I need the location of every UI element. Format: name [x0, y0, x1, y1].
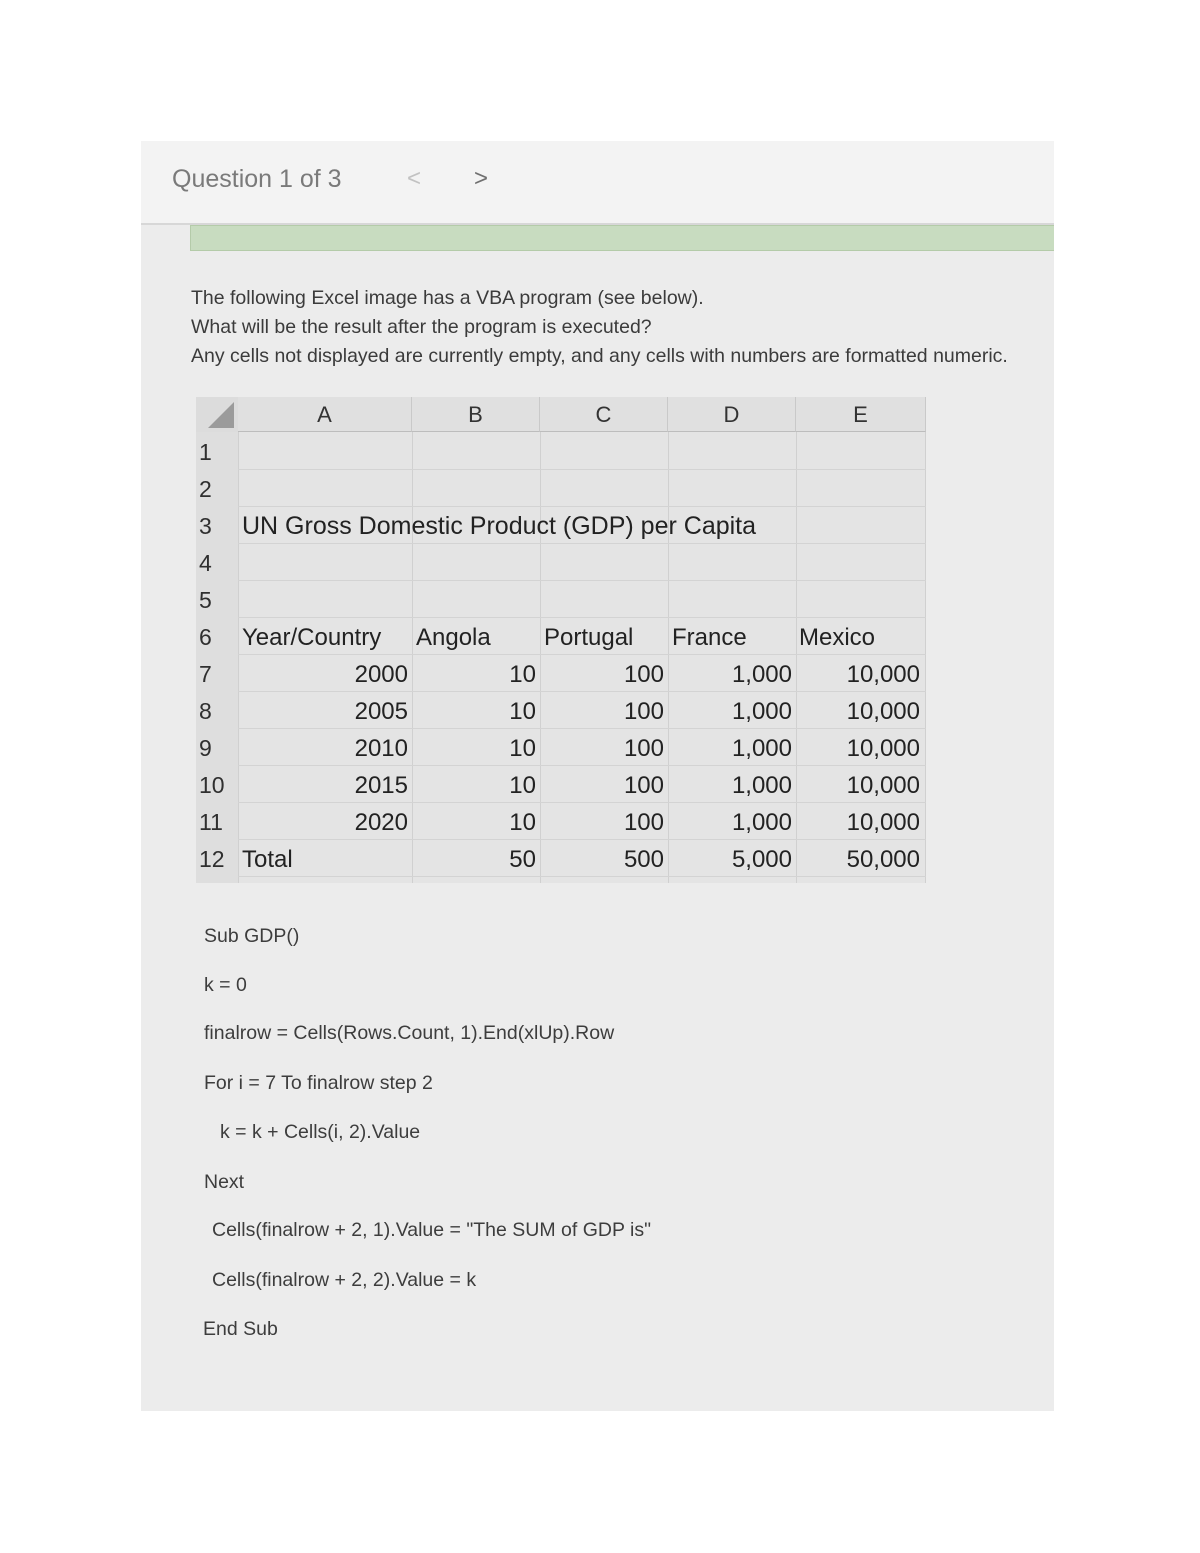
data-cell: 100 [623, 735, 664, 762]
question-counter: Question 1 of 3 [172, 165, 342, 193]
code-line: Cells(finalrow + 2, 1).Value = "The SUM of GDP is" [212, 1219, 652, 1241]
data-cell: 2020 [354, 809, 408, 836]
vba-code-block [141, 141, 1054, 1411]
next-question-icon[interactable]: > [474, 165, 489, 192]
column-header-e: E [796, 397, 926, 432]
row-number: 11 [199, 809, 223, 835]
data-cell: 2000 [354, 661, 408, 688]
total-label-cell: Total [242, 846, 293, 873]
code-line: Sub GDP() [204, 925, 300, 947]
header-cell-portugal: Portugal [544, 624, 634, 651]
code-line: k = k + Cells(i, 2).Value [220, 1121, 421, 1143]
previous-question-icon[interactable]: < [407, 165, 422, 192]
total-cell: 50,000 [846, 846, 920, 873]
data-cell: 2010 [354, 735, 408, 762]
header-cell-angola: Angola [416, 624, 491, 651]
data-cell: 1,000 [731, 698, 792, 725]
prompt-line: The following Excel image has a VBA program (see below). [191, 287, 704, 309]
row-number: 10 [199, 772, 225, 798]
row-number: 2 [199, 476, 212, 502]
data-cell: 10 [509, 661, 536, 688]
code-line: finalrow = Cells(Rows.Count, 1).End(xlUp).Row [204, 1022, 615, 1044]
data-cell: 1,000 [731, 772, 792, 799]
column-header-b: B [412, 397, 540, 432]
prompt-line: Any cells not displayed are currently empty, and any cells with numbers are formatted numeric. [191, 345, 1008, 367]
data-cell: 100 [623, 772, 664, 799]
row-number: 12 [199, 846, 225, 872]
code-line: k = 0 [204, 974, 247, 996]
data-cell: 10 [509, 698, 536, 725]
data-cell: 100 [623, 661, 664, 688]
code-line: For i = 7 To finalrow step 2 [204, 1072, 433, 1094]
row-number: 3 [199, 513, 212, 539]
header-cell-mexico: Mexico [799, 624, 876, 651]
data-cell: 10,000 [846, 735, 920, 762]
data-cell: 2005 [354, 698, 408, 725]
data-cell: 100 [623, 809, 664, 836]
row-number: 4 [199, 550, 212, 576]
data-cell: 1,000 [731, 809, 792, 836]
header-cell-year-country: Year/Country [242, 624, 382, 651]
quiz-screen [141, 141, 1054, 1411]
code-line: End Sub [203, 1318, 278, 1340]
data-cell: 1,000 [731, 735, 792, 762]
data-cell: 10 [509, 735, 536, 762]
header-cell-france: France [672, 624, 747, 651]
column-header-d: D [668, 397, 796, 432]
data-cell: 10,000 [846, 661, 920, 688]
sheet-title-cell: UN Gross Domestic Product (GDP) per Capita [242, 512, 757, 540]
data-cell: 2015 [354, 772, 408, 799]
prompt-line: What will be the result after the program is executed? [191, 316, 652, 338]
row-number: 9 [199, 735, 212, 761]
total-cell: 50 [509, 846, 536, 873]
column-header-a: A [238, 397, 412, 432]
row-number: 5 [199, 587, 212, 613]
data-cell: 1,000 [731, 661, 792, 688]
total-cell: 500 [623, 846, 664, 873]
column-header-c: C [540, 397, 668, 432]
data-cell: 10,000 [846, 772, 920, 799]
row-number: 6 [199, 624, 212, 650]
row-number: 7 [199, 661, 212, 687]
total-cell: 5,000 [731, 846, 792, 873]
code-line: Next [204, 1171, 245, 1193]
data-cell: 10,000 [846, 698, 920, 725]
row-number: 1 [199, 439, 212, 465]
data-cell: 100 [623, 698, 664, 725]
row-number: 8 [199, 698, 212, 724]
data-cell: 10 [509, 772, 536, 799]
code-line: Cells(finalrow + 2, 2).Value = k [212, 1269, 477, 1291]
data-cell: 10,000 [846, 809, 920, 836]
data-cell: 10 [509, 809, 536, 836]
